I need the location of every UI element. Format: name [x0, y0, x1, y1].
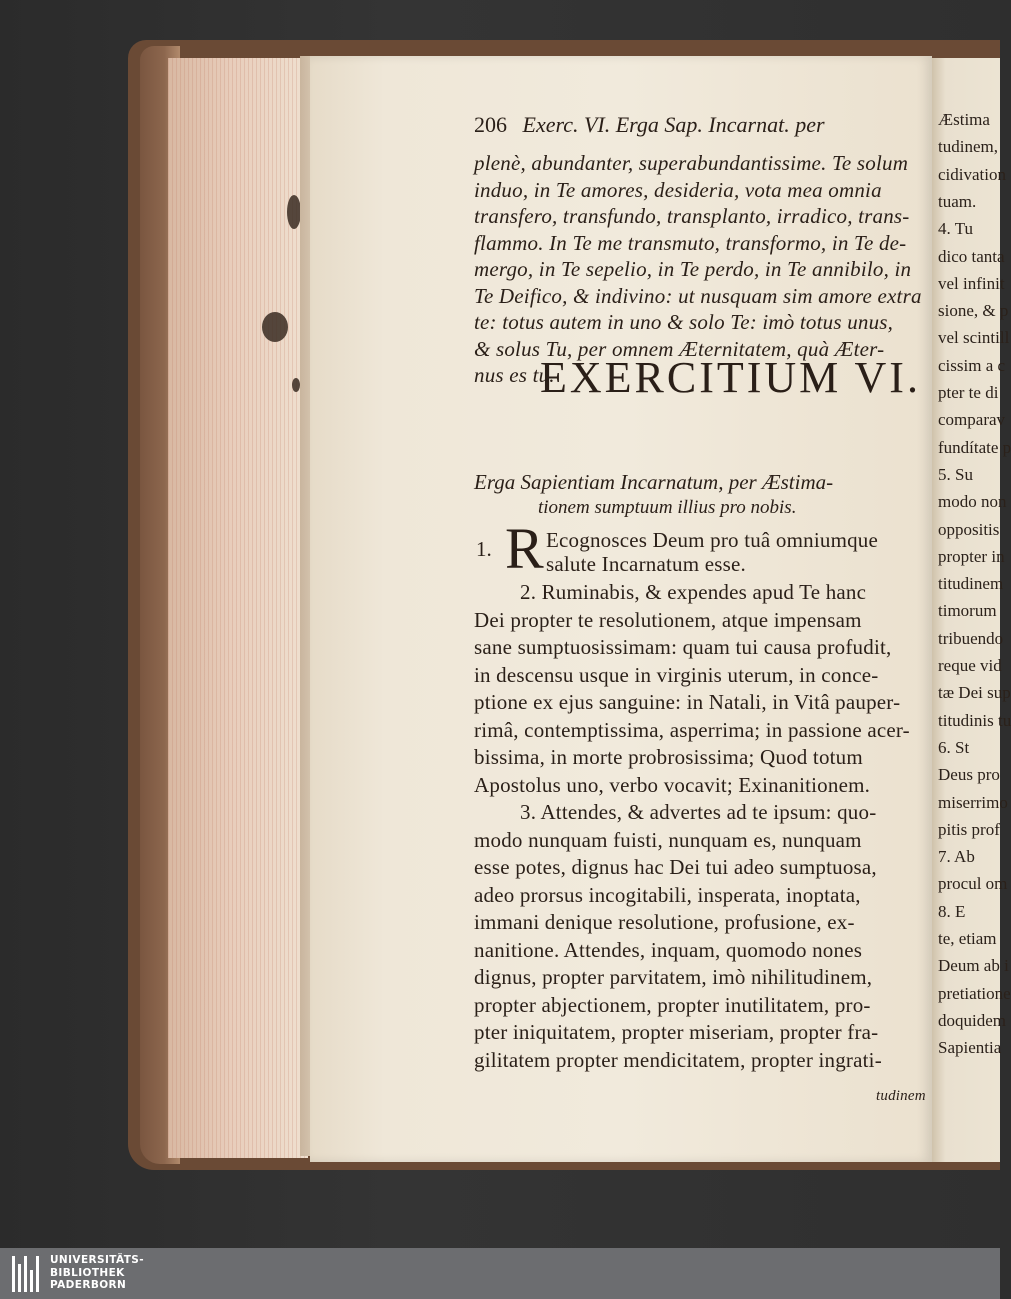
facing-text-line: pter te di	[938, 383, 999, 402]
facing-text-line: Deum ab i	[938, 956, 1009, 976]
subheading-line: tionem sumptuum illius pro nobis.	[538, 497, 797, 518]
text-line: & solus Tu, per omnem Æternitatem, quà Æter-	[474, 336, 885, 361]
facing-text-line: titudinis tu	[938, 710, 1011, 730]
facing-text-line: comparav	[938, 410, 1006, 430]
facing-text-line: 4. Tu	[938, 219, 973, 239]
text-line: flammo. In Te me transmuto, transformo, in Te de-	[474, 230, 907, 255]
facing-text-line: tudinem,	[938, 137, 998, 157]
catchword: tudinem	[876, 1088, 926, 1104]
page-edges	[168, 58, 308, 1158]
ink-stain	[287, 195, 301, 229]
text-line: salute Incarnatum esse.	[546, 552, 746, 576]
facing-text-line: vel scintill	[938, 328, 1010, 348]
text-line: Dei propter te resolutionem, atque impensam	[474, 607, 862, 632]
running-head	[474, 112, 914, 138]
facing-text-line: cissim a c	[938, 355, 1006, 375]
page-number: 206	[474, 112, 507, 137]
facing-text-line: timorum	[938, 601, 997, 621]
text-line: mergo, in Te sepelio, in Te perdo, in Te annibilo, in	[474, 257, 912, 281]
text-line: in descensu usque in virginis uterum, in conce-	[474, 662, 879, 687]
text-line: te: totus autem in uno & solo Te: imò totus unus,	[474, 310, 894, 334]
facing-text-line: oppositis	[938, 519, 1000, 539]
facing-text-line: reque vid	[938, 656, 1002, 675]
library-name: UNIVERSITÄTS- BIBLIOTHEK PADERBORN	[50, 1254, 145, 1291]
facing-text-line: titudinem	[938, 574, 1004, 594]
text-line: nus es tu.	[474, 363, 555, 387]
library-logo-icon	[12, 1256, 42, 1292]
text-line: propter abjectionem, propter inutilitatem, pro-	[474, 992, 871, 1017]
facing-text-line: pretiatione	[938, 983, 1011, 1003]
library-footer	[0, 1248, 1000, 1299]
text-line: Apostolus uno, verbo vocavit; Exinanitionem.	[474, 772, 871, 797]
text-line: modo nunquam fuisti, nunquam es, nunquam	[474, 827, 862, 852]
subheading-line: Erga Sapientiam Incarnatum, per Æstima-	[474, 470, 834, 494]
facing-text-line: modo non	[938, 492, 1007, 512]
text-line: rimâ, contemptissima, asperrima; in passione acer-	[474, 717, 910, 742]
text-line: ptione ex ejus sanguine: in Natali, in Vitâ pauper-	[474, 690, 901, 714]
running-title: Exerc. VI. Erga Sap. Incarnat. per	[522, 112, 825, 137]
text-line: nanitione. Attendes, inquam, quomodo nones	[474, 937, 863, 962]
facing-text-line: sione, & p	[938, 301, 1009, 321]
text-line: Ecognosces Deum pro tuâ omniumque	[546, 528, 879, 552]
ink-stain	[292, 378, 300, 392]
facing-text-line: 7. Ab	[938, 847, 975, 867]
text-line: sane sumptuosissimam: quam tui causa profudit,	[474, 635, 892, 659]
facing-text-line: 6. St	[938, 737, 970, 757]
chapter-heading: EXERCITIUM VI.	[540, 353, 921, 402]
facing-text-line: vel infinit	[938, 273, 1005, 293]
facing-text-line: tæ Dei sup	[938, 683, 1011, 703]
facing-text-line: cidivation	[938, 164, 1006, 184]
text-line: transfero, transfundo, transplanto, irradico, trans-	[474, 204, 910, 228]
facing-text-line: tribuendo	[938, 628, 1004, 648]
facing-text-line: doquidem	[938, 1010, 1006, 1030]
text-line: plenè, abundanter, superabundantissime. Te solum	[474, 151, 909, 175]
facing-text-line: Deus pro	[938, 765, 1000, 785]
text-line: bissima, in morte probrosissima; Quod totum	[474, 745, 863, 769]
drop-cap: R	[505, 516, 544, 581]
text-line: pter iniquitatem, propter miseriam, propter fra-	[474, 1020, 879, 1044]
facing-text-line: 5. Su	[938, 464, 973, 484]
text-line: 3. Attendes, & advertes ad te ipsum: quo-	[520, 800, 877, 824]
text-line: Te Deifico, & indivino: ut nusquam sim amore extra	[474, 283, 922, 308]
text-line: induo, in Te amores, desideria, vota mea omnia	[474, 177, 882, 202]
facing-text-line: dico tanta	[938, 246, 1005, 266]
facing-text-line: tuam.	[938, 191, 977, 211]
text-line: gilitatem propter mendicitatem, propter ingrati-	[474, 1047, 882, 1072]
text-line: 2. Ruminabis, & expendes apud Te hanc	[520, 580, 867, 604]
facing-text-line: propter in	[938, 546, 1005, 566]
facing-text-line: Sapientia	[938, 1038, 1002, 1058]
facing-text-line: pitis prof	[938, 819, 1000, 839]
facing-text-line: 8. E	[938, 901, 966, 921]
text-line: adeo prorsus incogitabili, insperata, inoptata,	[474, 882, 861, 907]
facing-text-line: fundítate p	[938, 437, 1011, 457]
facing-text-line: te, etiam	[938, 929, 997, 948]
text-line: esse potes, dignus hac Dei tui adeo sumptuosa,	[474, 855, 877, 879]
facing-text-line: miserrimo	[938, 792, 1008, 812]
facing-text-line: Æstima	[938, 110, 990, 129]
facing-text-line: procul om	[938, 874, 1008, 894]
text-line: immani denique resolutione, profusione, ex-	[474, 910, 855, 934]
text-line: dignus, propter parvitatem, imò nihilitudinem,	[474, 965, 873, 989]
ink-stain	[262, 312, 288, 342]
paragraph-number: 1.	[476, 537, 492, 561]
facing-page-fragment	[932, 58, 1011, 1162]
